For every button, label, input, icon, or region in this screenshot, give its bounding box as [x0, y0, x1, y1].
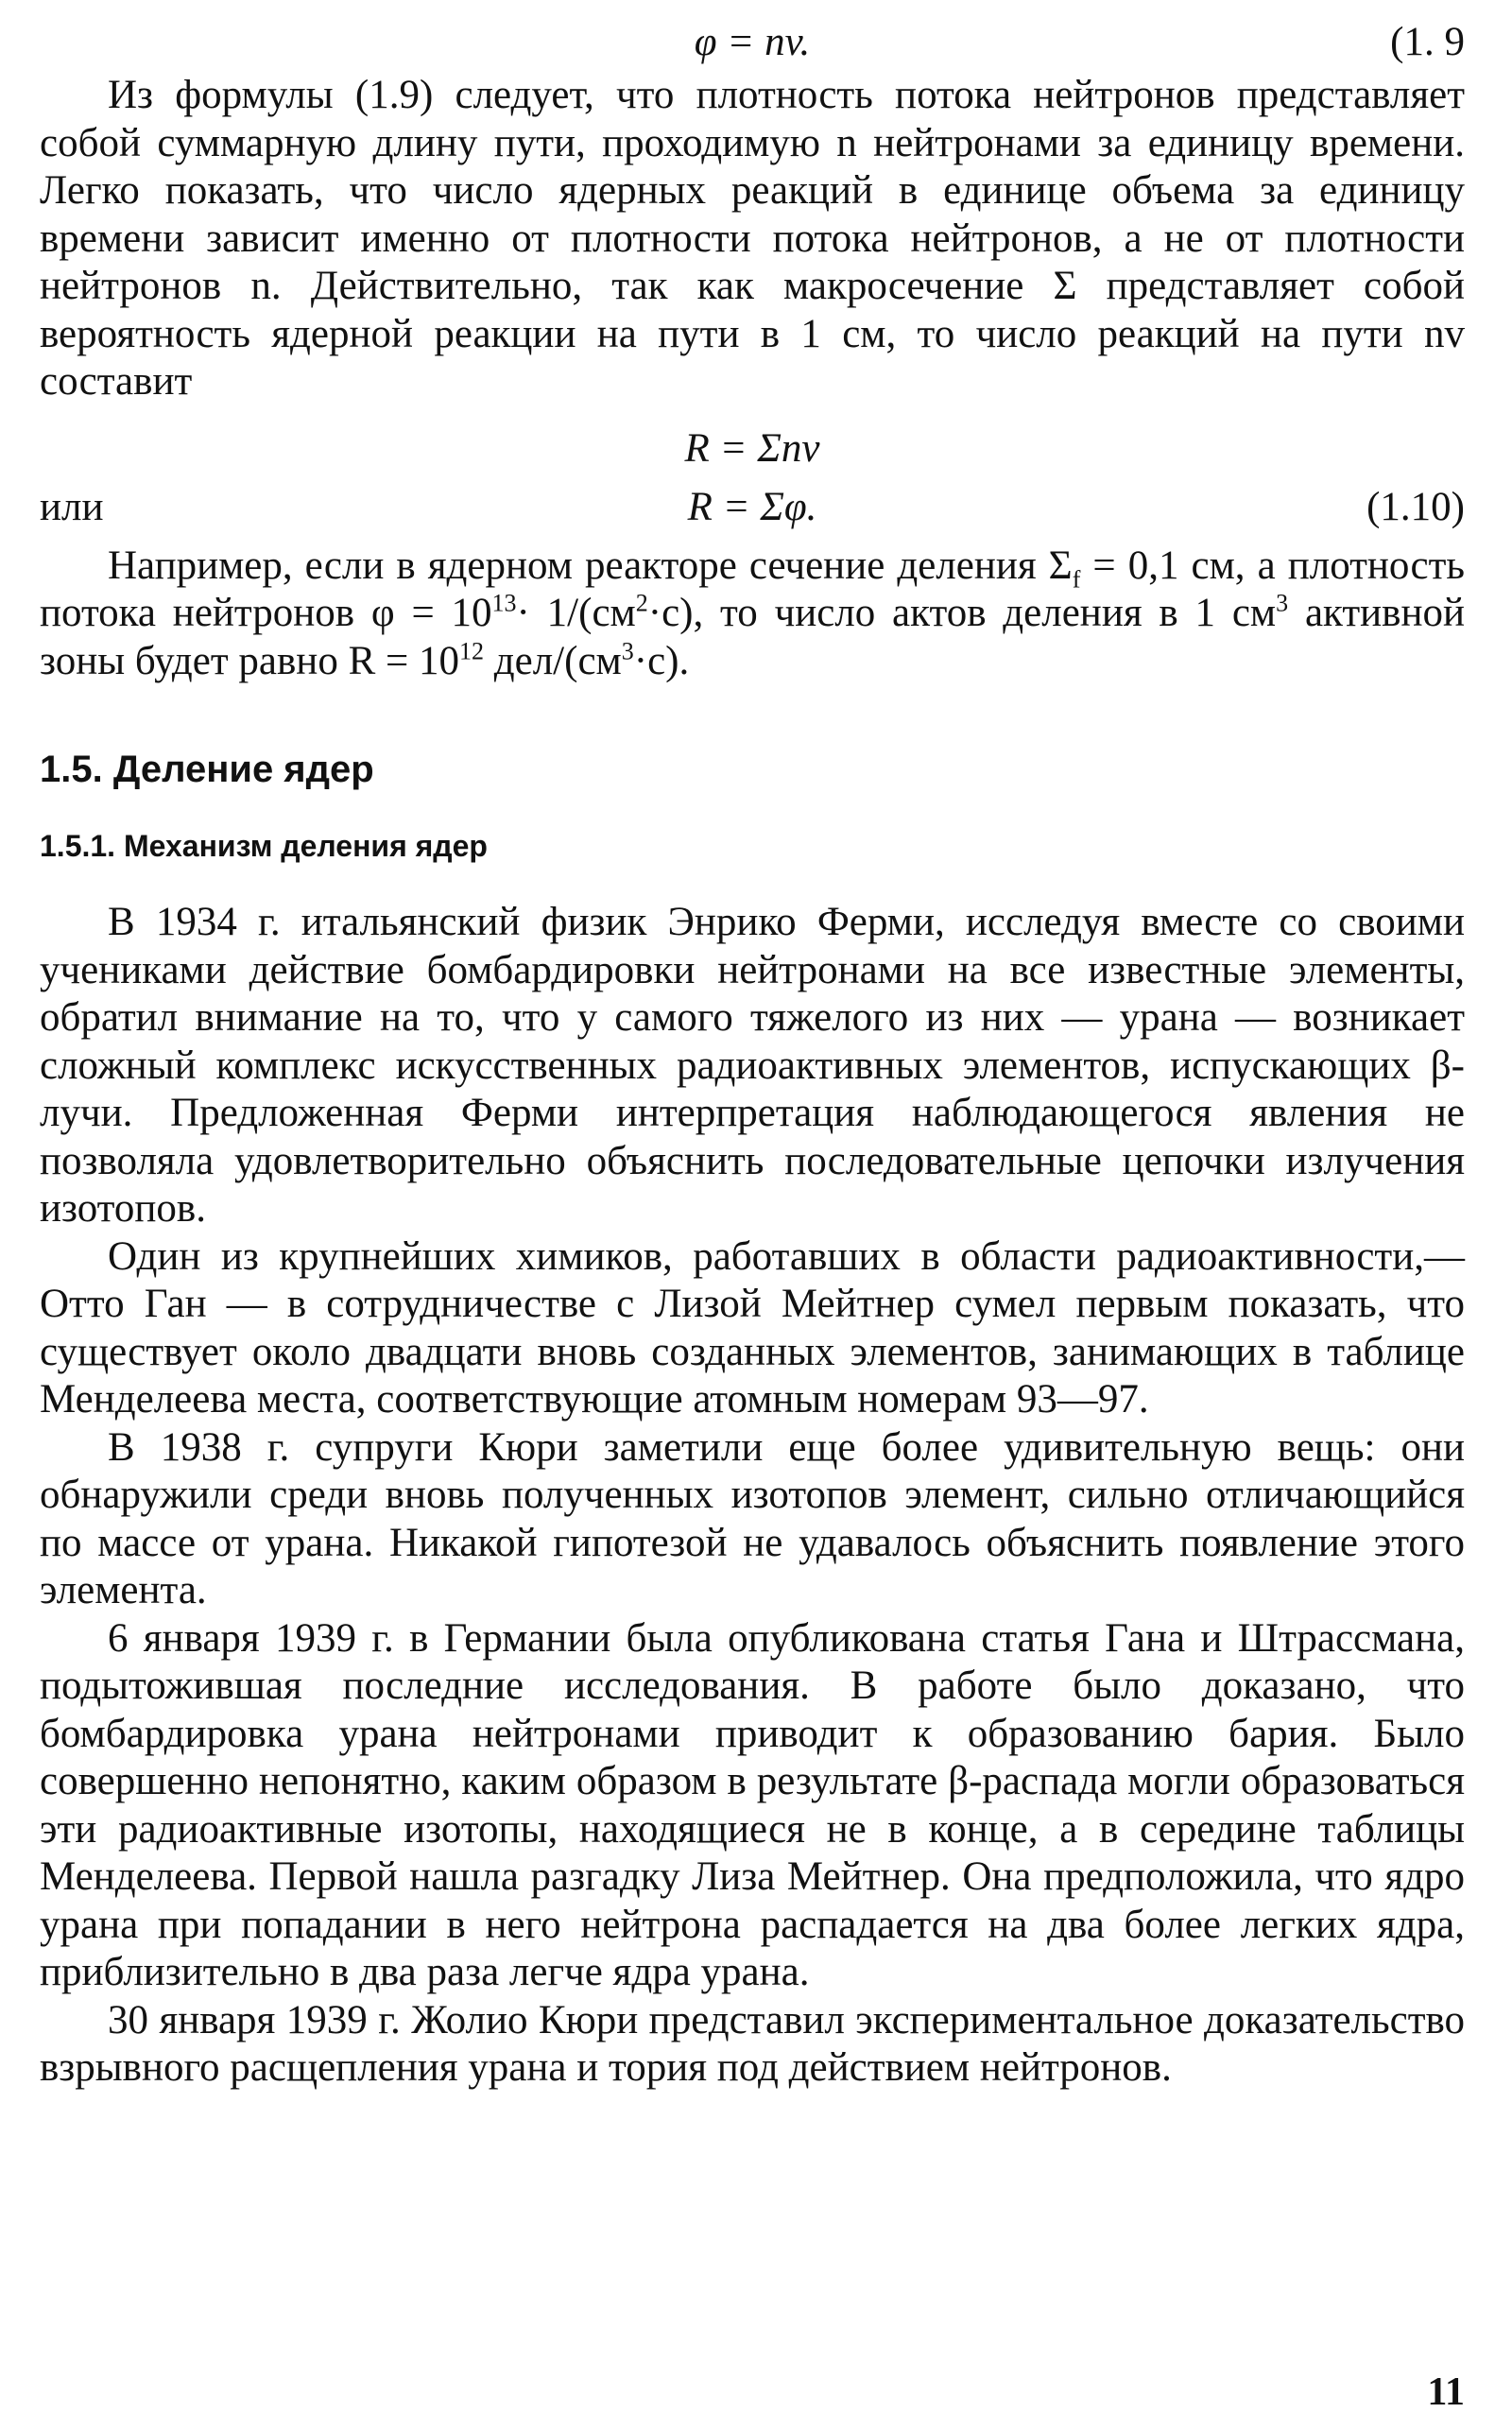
- paragraph-hahn-strassmann: 6 января 1939 г. в Германии была опубликована статья Гана и Штрассмана, подытожившая последние исследования. В работе было доказано, что бомбардировка урана нейтронами приводит к образованию бария. Было совершенно непонятно, каким образом в результате β-распада могли образоваться эти радиоактивные изотопы, находящиеся не в конце, а в середине таблицы Менделеева. Первой нашла разгадку Лиза Мейтнер. Она предположила, что ядро урана при попадании в него нейтрона распадается на два более легких ядра, приблизительно в два раза легче ядра урана.: [40, 1615, 1465, 1994]
- text-run: = 0,1 см, а плотность потока нейтронов φ = 10: [40, 543, 1465, 635]
- text-run: · 1/(см: [516, 591, 636, 635]
- superscript: 13: [491, 589, 517, 617]
- document-page: [0, 19, 1512, 2430]
- subsection-heading: 1.5.1. Механизм деления ядер: [40, 829, 488, 863]
- superscript: 2: [635, 589, 648, 617]
- paragraph-joliot-curie: 30 января 1939 г. Жолио Кюри представил экспериментальное доказательство взрывного расщепления урана и тория под действием нейтронов.: [40, 1997, 1465, 2090]
- formula-number: (1. 9: [1390, 20, 1465, 64]
- superscript: 3: [621, 637, 634, 665]
- paragraph-flux-definition: Из формулы (1.9) следует, что плотность потока нейтронов представляет собой суммарную длину пути, проходимую n нейтронами за единицу времени. Легко показать, что число ядерных реакций в единице объема за единицу времени зависит именно от плотности потока нейтронов, а не от плотности нейтронов n. Действительно, так как макросечение Σ представляет собой вероятность ядерной реакции на пути в 1 см, то число реакций на пути nv составит: [40, 73, 1465, 404]
- formula-1-10: [40, 484, 1465, 531]
- or-word: или: [40, 484, 104, 529]
- paragraph-curie: В 1938 г. супруги Кюри заметили еще более удивительную вещь: они обнаружили среди вновь полученных изотопов элемент, сильно отличающийся по массе от урана. Никакой гипотезой не удавалось объяснить появление этого элемента.: [40, 1424, 1465, 1612]
- formula-expression: R = Σnv: [684, 425, 820, 471]
- paragraph-fermi: В 1934 г. итальянский физик Энрико Ферми, исследуя вместе со своими учениками действие бомбардировки нейтронами на все известные элементы, обратил внимание на то, что у самого тяжелого из них — урана — возникает сложный комплекс искусственных радиоактивных элементов, испускающих β-лучи. Предложенная Ферми интерпретация наблюдающегося явления не позволяла удовлетворительно объяснить последовательные цепочки излучения изотопов.: [40, 900, 1465, 1231]
- superscript: 12: [459, 637, 485, 665]
- text-run: активной зоны будет равно R = 10: [40, 591, 1465, 683]
- text-run: ·с), то число актов деления в 1 см: [647, 591, 1277, 635]
- text-run: дел/(см: [484, 638, 622, 683]
- section-heading: 1.5. Деление ядер: [40, 749, 374, 790]
- paragraph-example: [40, 543, 1465, 686]
- formula-expression: R = Σφ.: [687, 484, 817, 529]
- page-number: 11: [1427, 2370, 1465, 2414]
- formula-expression: φ = nv.: [694, 20, 811, 64]
- text-run: ·с).: [633, 638, 690, 683]
- paragraph-hahn: Один из крупнейших химиков, работавших в области радиоактивности,— Отто Ган — в сотрудничестве с Лизой Мейтнер сумел первым показать, что существует около двадцати вновь созданных элементов, занимающих в таблице Менделеева места, соответствующие атомным номерам 93—97.: [40, 1233, 1465, 1422]
- formula-1-9: [40, 19, 1465, 66]
- subscript: f: [1072, 565, 1081, 594]
- formula-r-sigma-nv: [40, 425, 1465, 473]
- text-run: Например, если в ядерном реакторе сечение деления Σ: [108, 543, 1073, 588]
- superscript: 3: [1276, 589, 1289, 617]
- formula-number: (1.10): [1366, 484, 1465, 529]
